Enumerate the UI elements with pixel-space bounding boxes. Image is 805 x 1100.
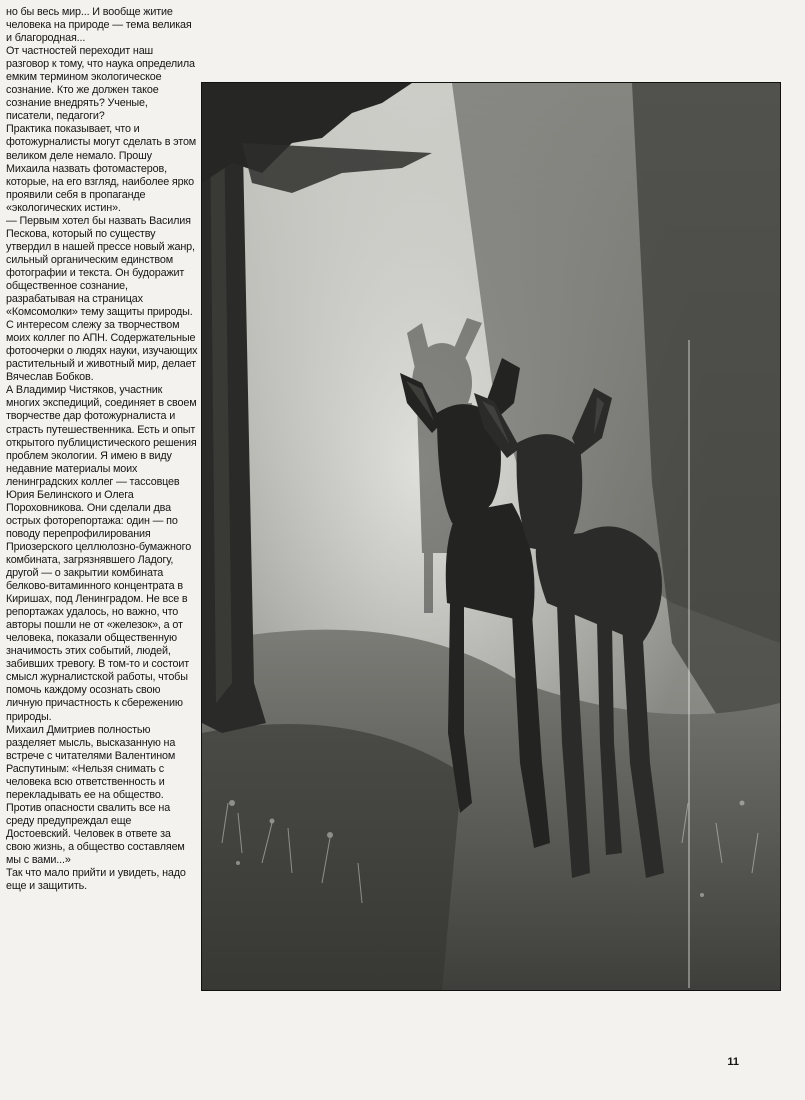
article-paragraph: Практика показывает, что и фотожурналисты могут сделать в этом великом деле немало. Прошу Михаила назвать фотомастеров, которые, на его взгляд, наиболее ярко проявили себя в пропаганде «экологических истин». bbox=[6, 123, 197, 214]
article-paragraph: Так что мало прийти и увидеть, надо еще и защитить. bbox=[6, 867, 186, 893]
article-paragraph: От частностей переходит наш разговор к тому, что наука определила емким термином экологическое сознание. Кто же должен такое сознание внедрять? Ученые, писатели, педагоги? bbox=[6, 45, 195, 123]
page-fold-line bbox=[688, 340, 690, 988]
show-through-text bbox=[320, 14, 800, 62]
article-paragraph: А Владимир Чистяков, участник многих экспедиций, соединяет в своем творчестве дар фотожурналиста и страсть путешественника. Есть и опыт открытого публицистического решения проблем экологии. Я имею в виду недавние материалы моих ленинградских коллег — тассовцев Юрия Белинского и Олега Пороховникова. Они сделали два острых фоторепортажа: один — по поводу перепрофилирования Приозерского целлюлозно-бумажного комбината, загрязнявшего Ладогу, другой — о закрытии комбината белково-витаминного концентрата в Киришах, под Ленинградом. Не все в репортажах удалось, но важно, что авторы пошли не от «железок», а от человека, показали общественную значимость этих событий, людей, забивших тревогу. В том-то и состоит смысл журналистской работы, чтобы помочь каждому осознать свою личную причастность к сбережению природы. bbox=[6, 384, 197, 723]
page-number: 11 bbox=[727, 1056, 739, 1068]
moose-calves-photo bbox=[201, 82, 781, 991]
article-paragraph: но бы весь мир... И вообще житие человека на природе — тема великая и благородная... bbox=[6, 6, 192, 45]
article-paragraph: Михаил Дмитриев полностью разделяет мысль, высказанную на встрече с читателями Валентином Распутиным: «Нельзя снимать с человека всю ответственность и перекладывать ее на общество. Против опасности свалить все на среду предупреждал еще Достоевский. Человек в ответе за свою жизнь, а общество составляем мы с вами...» bbox=[6, 723, 185, 867]
article-paragraph: — Первым хотел бы назвать Василия Пескова, который по существу утвердил в нашей прессе новый жанр, сильный органическим единством фотографии и текста. Он будоражит общественное сознание, разрабатывая на страницах «Комсомолки» тему защиты природы. С интересом слежу за творчеством моих коллег по АПН. Содержательные фотоочерки о людях науки, изучающих растительный и животный мир, делает Вячеслав Бобков. bbox=[6, 214, 198, 384]
article-column bbox=[6, 6, 198, 893]
